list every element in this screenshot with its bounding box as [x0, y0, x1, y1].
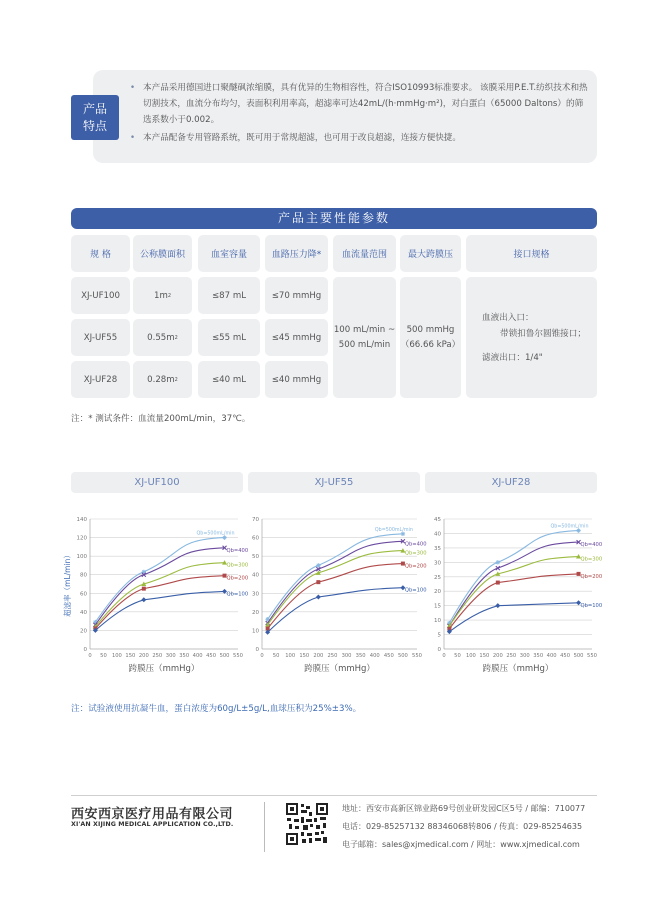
x-tick-label: 100: [465, 653, 476, 659]
cell-model: XJ-UF55: [71, 319, 130, 356]
x-tick-label: 50: [272, 653, 280, 659]
y-tick-label: 45: [434, 517, 441, 523]
qr-code-icon: [285, 802, 329, 846]
cell-volume: ≤55 mL: [198, 319, 260, 356]
series-label: Qb=100: [580, 602, 603, 609]
x-tick-label: 200: [313, 653, 324, 659]
x-tick-label: 300: [341, 653, 352, 659]
y-tick-label: 20: [80, 628, 87, 635]
series-line: [268, 588, 403, 633]
header-pressure-drop: 血路压力降*: [265, 235, 328, 272]
cell-model: XJ-UF28: [71, 361, 130, 398]
header-flow-range: 血流量范围: [333, 235, 396, 272]
series-line: [449, 603, 578, 632]
header-area: 公称膜面积: [133, 235, 192, 272]
x-tick-label: 450: [383, 653, 394, 659]
x-tick-label: 150: [479, 653, 490, 659]
chart-tab-uf100: XJ-UF100: [71, 472, 243, 493]
chart-tab-uf55: XJ-UF55: [248, 472, 420, 493]
x-tick-label: 400: [369, 653, 380, 659]
x-tick-label: 250: [506, 653, 517, 659]
x-tick-label: 100: [285, 653, 296, 659]
y-tick-label: 30: [434, 560, 441, 567]
x-tick-label: 250: [327, 653, 338, 659]
y-tick-label: 120: [76, 535, 87, 542]
x-tick-label: 450: [206, 653, 217, 659]
x-tick-label: 500: [219, 653, 230, 659]
y-tick-label: 80: [80, 572, 87, 579]
footer-divider: [71, 795, 597, 796]
y-tick-label: 20: [252, 609, 259, 616]
cell-max-tmp: 500 mmHg （66.66 kPa）: [400, 277, 461, 398]
series-label: Qb=100: [226, 591, 249, 598]
x-tick-label: 100: [111, 653, 122, 659]
x-tick-label: 300: [519, 653, 530, 659]
x-tick-label: 50: [454, 653, 461, 659]
series-label: Qb=500mL/min: [550, 524, 589, 530]
x-tick-label: 200: [492, 653, 503, 659]
cell-area: 0.28m 2: [133, 361, 192, 398]
y-tick-label: 40: [80, 609, 87, 616]
x-tick-label: 50: [100, 653, 107, 659]
series-label: Qb=200: [226, 575, 249, 582]
x-tick-label: 450: [560, 653, 571, 659]
y-tick-label: 60: [80, 591, 87, 598]
chart-note: 注：试验液使用抗凝牛血，蛋白浓度为60g/L±5g/L,血球压积为25%±3%。: [71, 704, 362, 714]
footer-separator: [264, 802, 265, 852]
feature-item: • 本产品配备专用管路系统，既可用于常规超滤，也可用于改良超滤，连接方便快捷。: [128, 130, 588, 146]
series-label: Qb=400: [404, 541, 427, 548]
cell-volume: ≤87 mL: [198, 277, 260, 314]
cell-flow-range: 100 mL/min ~ 500 mL/min: [333, 277, 396, 398]
x-tick-label: 300: [165, 653, 176, 659]
y-tick-label: 60: [252, 535, 259, 542]
x-tick-label: 500: [397, 653, 408, 659]
company-name-en: XI'AN XIJING MEDICAL APPLICATION CO.,LTD.: [71, 821, 234, 828]
y-tick-label: 0: [255, 647, 259, 653]
header-volume: 血室容量: [198, 235, 260, 272]
x-tick-label: 350: [533, 653, 544, 659]
data-point: [495, 603, 500, 608]
x-tick-label: 550: [412, 653, 422, 659]
chart-uf28: [425, 512, 603, 677]
series-line: [268, 541, 403, 623]
data-point: [142, 587, 146, 591]
series-label: Qb=100: [404, 587, 427, 594]
y-tick-label: 10: [252, 628, 259, 635]
company-name-cn: 西安西京医疗用品有限公司: [71, 807, 234, 822]
x-tick-label: 400: [546, 653, 557, 659]
y-tick-label: 40: [434, 531, 441, 538]
x-axis-label: 跨膜压（mmHg）: [128, 664, 200, 674]
y-tick-label: 30: [252, 591, 259, 598]
footer-phone: 电话：029-85257132 88346068转806 / 传真：029-85254635: [342, 822, 583, 831]
x-tick-label: 150: [125, 653, 136, 659]
spec-note: 注：* 测试条件：血流量200mL/min，37℃。: [71, 414, 251, 424]
x-axis-label: 跨膜压（mmHg）: [304, 664, 375, 674]
series-label: Qb=400: [226, 547, 249, 554]
header-max-tmp: 最大跨膜压: [400, 235, 461, 272]
features-tag: 产品 特点: [71, 95, 119, 140]
feature-item: • 本产品采用德国进口聚醚砜浓缩膜，具有优异的生物相容性，符合ISO10993标准要求。 该膜采用P.E.T.纺织技术和热切割技术，血流分布均匀，表面积利用率高，超滤率可达42mL/(h·mmHg·m²)，对白蛋白（65000 Daltons）的筛选系数小于0.002。: [128, 80, 588, 128]
y-tick-label: 50: [252, 554, 259, 561]
x-tick-label: 400: [192, 653, 203, 659]
series-line: [268, 534, 403, 619]
data-point: [496, 581, 500, 585]
y-axis-label: 超滤率（mL/min）: [63, 551, 72, 617]
x-tick-label: 250: [152, 653, 163, 659]
cell-pressure-drop: ≤70 mmHg: [265, 277, 328, 314]
chart-tab-uf28: XJ-UF28: [425, 472, 597, 493]
cell-model: XJ-UF100: [71, 277, 130, 314]
header-interface: 接口规格: [466, 235, 597, 272]
footer-address: 地址：西安市高新区锦业路69号创业研发园C区5号 / 邮编：710077: [342, 804, 586, 813]
x-tick-label: 550: [587, 653, 597, 659]
cell-interface: [466, 277, 597, 398]
cell-volume: ≤40 mL: [198, 361, 260, 398]
series-label: Qb=200: [404, 563, 427, 570]
x-tick-label: 0: [260, 653, 264, 659]
y-tick-label: 100: [76, 554, 87, 561]
series-line: [95, 548, 224, 625]
y-tick-label: 35: [434, 545, 441, 552]
x-tick-label: 550: [233, 653, 243, 659]
y-tick-label: 10: [434, 618, 441, 625]
series-label: Qb=200: [580, 573, 603, 580]
chart-uf100: [58, 512, 249, 677]
chart-uf55: [243, 512, 425, 677]
header-model: 规 格: [71, 235, 130, 272]
series-line: [95, 538, 224, 623]
cell-pressure-drop: ≤45 mmHg: [265, 319, 328, 356]
y-tick-label: 15: [434, 603, 441, 610]
x-tick-label: 200: [138, 653, 149, 659]
x-tick-label: 0: [88, 653, 92, 659]
cell-pressure-drop: ≤40 mmHg: [265, 361, 328, 398]
interface-line: 血液出入口：: [482, 312, 534, 323]
series-label: Qb=300: [226, 562, 249, 569]
y-tick-label: 70: [252, 517, 259, 523]
y-tick-label: 0: [437, 647, 441, 653]
y-tick-label: 5: [437, 632, 441, 639]
series-label: Qb=300: [580, 556, 603, 563]
features-list: [128, 80, 588, 148]
footer-email: 电子邮箱：sales@xjmedical.com / 网址：www.xjmedical.com: [342, 840, 580, 849]
series-label: Qb=300: [404, 550, 427, 557]
cell-area: 1m 2: [133, 277, 192, 314]
series-line: [95, 591, 224, 630]
cell-area: 0.55m 2: [133, 319, 192, 356]
x-tick-label: 350: [179, 653, 190, 659]
interface-line: 滤液出口：1/4": [482, 352, 543, 363]
interface-line: 带锁扣鲁尔圆锥接口；: [500, 328, 586, 339]
data-point: [141, 597, 146, 602]
x-tick-label: 150: [299, 653, 310, 659]
y-tick-label: 20: [434, 589, 441, 596]
data-point: [316, 580, 320, 584]
series-line: [449, 574, 578, 629]
series-label: Qb=400: [580, 542, 603, 549]
series-line: [95, 563, 224, 627]
x-tick-label: 500: [573, 653, 584, 659]
series-line: [95, 576, 224, 629]
series-label: Qb=500mL/min: [374, 527, 413, 533]
series-label: Qb=500mL/min: [196, 531, 235, 537]
x-tick-label: 0: [442, 653, 446, 659]
y-tick-label: 140: [76, 517, 87, 523]
y-tick-label: 25: [434, 574, 441, 581]
y-tick-label: 0: [83, 647, 87, 653]
x-axis-label: 跨膜压（mmHg）: [482, 664, 554, 674]
y-tick-label: 40: [252, 572, 259, 579]
data-point: [316, 595, 321, 600]
x-tick-label: 350: [355, 653, 366, 659]
spec-table-title: 产品主要性能参数: [71, 208, 597, 229]
